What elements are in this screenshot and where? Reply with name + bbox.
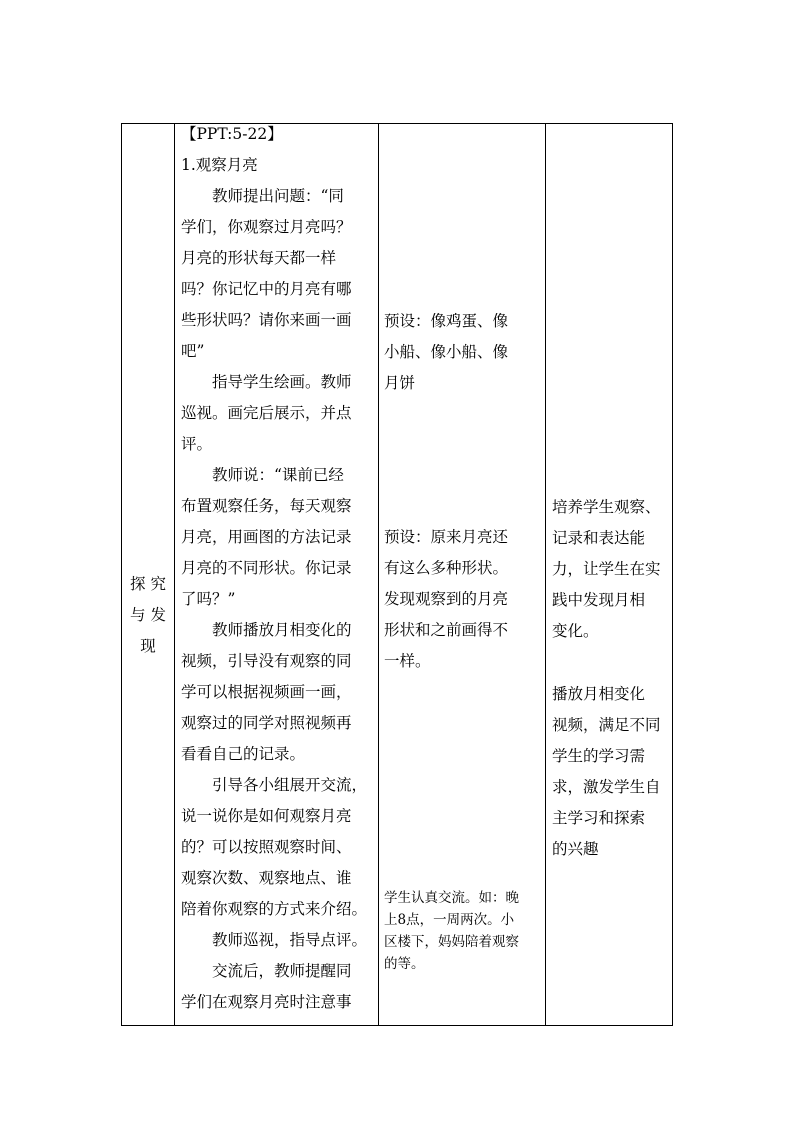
teacher-activity-cell (175, 124, 378, 1025)
student-exchange-note: 学生认真交流。如：晚 上8点，一周两次。小 区楼下，妈妈陪着观察 的等。 (384, 890, 519, 972)
stage-line: 现 (140, 637, 156, 655)
student-activity-cell (379, 124, 545, 1025)
stage-label (122, 569, 174, 662)
student-preset-1: 预设：像鸡蛋、像 小船、像小船、像 月饼 (384, 312, 509, 392)
stage-line: 与 发 (130, 606, 166, 624)
stage-line: 探 究 (130, 575, 166, 593)
design-intent-cell (546, 124, 673, 1025)
section-title: 1.观察月亮 (181, 156, 258, 174)
design-intent-1: 培养学生观察、 记录和表达能 力，让学生在实 践中发现月相 变化。 (552, 498, 661, 640)
design-intent-2: 播放月相变化 视频，满足不同 学生的学习需 求，激发学生自 主学习和探索 的兴趣 (552, 685, 661, 858)
student-preset-2: 预设：原来月亮还 有这么多种形状。 发现观察到的月亮 形状和之前画得不 一样。 (384, 528, 509, 670)
ppt-reference: 【PPT:5-22】 (181, 125, 283, 143)
lesson-table (121, 123, 673, 1026)
ppt-heading-block (181, 119, 381, 181)
teacher-activity-text: 教师提出问题：“同 学们，你观察过月亮吗？ 月亮的形状每天都一样 吗？你记忆中的月亮有哪 些形状吗？请你来画一画 吧” 指导学生绘画。教师 巡视。画完后展示，并点 评。 教师说：“课前已经 布置观察任务，每天观察 月亮，用画图的方法记录 月亮的不同形状。你记录 了吗？” 教师播放月相变化的 视频，引导没有观察的同 学可以根据视频画一画， 观察过的同学对照视频再 看看自己的记录。 引导各小组展开交流， 说一说你是如何观察月亮 的？可以按照观察时间、 观察次数、观察地点、谁 陪着你观察的方式来介绍。 教师巡视，指导点评。 交流后，教师提醒同 学们在观察月亮时注意事 (181, 187, 368, 1011)
stage-cell (122, 124, 174, 1025)
